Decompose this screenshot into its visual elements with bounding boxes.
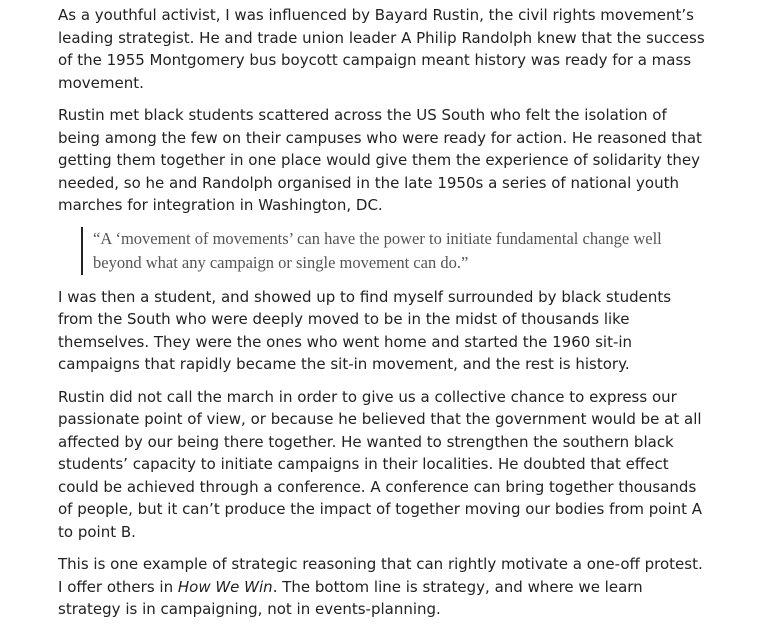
paragraph-5-text-end: . The bottom line is strategy, and where we learn strategy is in campaigning, not in events-planning.: [58, 577, 643, 618]
paragraph-4: Rustin did not call the march in order to give us a collective chance to express our passionate point of view, or because he believed that the government would be at all affected by our being there together. He wanted to strengthen the southern black students’ capacity to initiate campaigns in their localities. He doubted that effect could be achieved through a conference. A conference can bring together thousands of people, but it can’t produce the impact of together moving our bodies from point A to point B.: [58, 387, 703, 541]
paragraph-5: [58, 553, 708, 621]
paragraph-2: Rustin met black students scattered across the US South who felt the isolation of being among the few on their campuses who were ready for action. He reasoned that getting them together in one place would give them the experience of solidarity they needed, so he and Randolph organised in the late 1950s a series of national youth marches for integration in Washington, DC.: [58, 106, 702, 214]
paragraph-1: As a youthful activist, I was influenced by Bayard Rustin, the civil rights movement’s leading strategist. He and trade union leader A Philip Randolph knew that the success of the 1955 Montgomery bus boycott campaign meant history was ready for a mass movement.: [58, 6, 705, 92]
paragraph-5-text-start: This is one example of strategic reasoning that can rightly motivate a one-off protest. I offer others in: [58, 555, 703, 596]
article-body: [58, 4, 708, 631]
pull-quote: “A ‘movement of movements’ can have the power to initiate fundamental change well beyond what any campaign or single movement can do.”: [81, 227, 683, 275]
book-title: How We Win: [177, 577, 273, 596]
paragraph-3: I was then a student, and showed up to find myself surrounded by black students from the South who were deeply moved to be in the midst of thousands like themselves. They were the ones who went home and started the 1960 sit-in campaigns that rapidly became the sit-in movement, and the rest is history.: [58, 287, 672, 373]
